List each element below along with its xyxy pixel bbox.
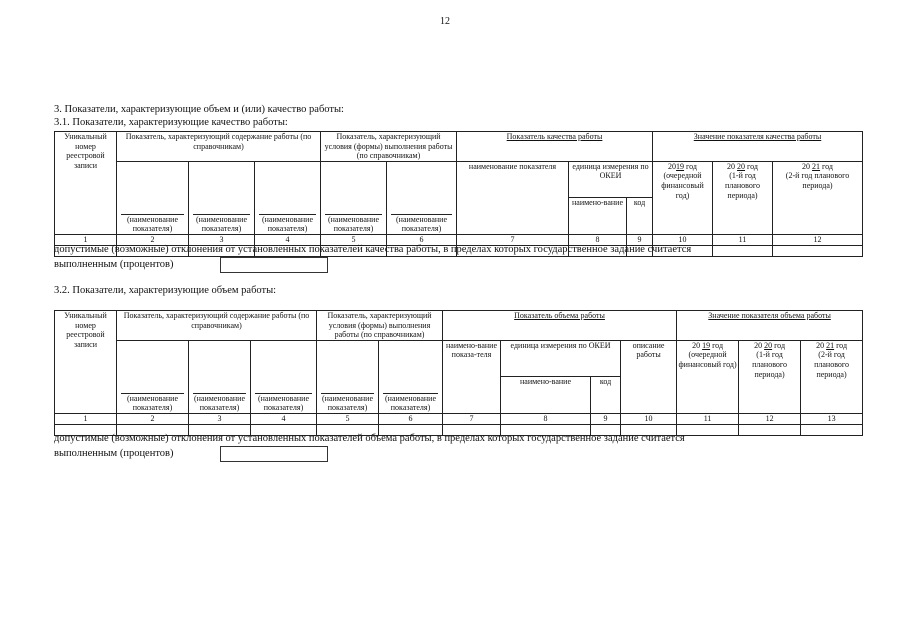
condition-name-2: (наименование показателя) bbox=[387, 161, 457, 234]
header-conditions-indicator: Показатель, характеризующий условия (формы) выполнения работы (по справочникам) bbox=[321, 132, 457, 162]
header-conditions-indicator: Показатель, характеризующий условия (формы) выполнения работы (по справочникам) bbox=[317, 311, 443, 341]
page-number: 12 bbox=[440, 16, 450, 27]
column-numbers-row: 1 2 3 4 5 6 7 8 9 10 11 12 bbox=[55, 234, 863, 245]
quality-deviation-text: допустимые (возможные) отклонения от установленных показателей качества работы, в пределах которых государственное задание считается выполненным (процентов) bbox=[54, 244, 692, 270]
volume-year-2: 20 20 год (1-й год планового периода) bbox=[739, 340, 801, 413]
header-unique-number: Уникальный номер реестровой записи bbox=[55, 132, 117, 235]
content-name-3: (наименование показателя) bbox=[251, 340, 317, 413]
header-content-indicator: Показатель, характеризующий содержание работы (по справочникам) bbox=[117, 311, 317, 341]
column-numbers-row: 1 2 3 4 5 6 7 8 9 10 11 12 13 bbox=[55, 413, 863, 424]
content-name-2: (наименование показателя) bbox=[189, 340, 251, 413]
header-quality-indicator: Показатель качества работы bbox=[457, 132, 653, 162]
header-quality-value: Значение показателя качества работы bbox=[653, 132, 863, 162]
quality-table bbox=[54, 131, 863, 257]
header-unique-number: Уникальный номер реестровой записи bbox=[55, 311, 117, 414]
condition-name-1: (наименование показателя) bbox=[321, 161, 387, 234]
quality-year-2: 20 20 год (1-й год планового периода) bbox=[713, 161, 773, 234]
section-3-title: 3. Показатели, характеризующие объем и (или) качество работы: bbox=[54, 104, 344, 115]
volume-indicator-name: наимено-вание показа-теля bbox=[443, 340, 501, 413]
content-name-1: (наименование показателя) bbox=[117, 340, 189, 413]
volume-table bbox=[54, 310, 863, 436]
header-content-indicator: Показатель, характеризующий содержание работы (по справочникам) bbox=[117, 132, 321, 162]
quality-deviation-input[interactable] bbox=[220, 257, 328, 273]
section-3-1-title: 3.1. Показатели, характеризующие качество работы: bbox=[54, 117, 288, 128]
volume-deviation-text: допустимые (возможные) отклонения от установленных показателей объема работы, в пределах которых государственное задание считается выполненным (процентов) bbox=[54, 433, 685, 459]
quality-year-3: 20 21 год (2-й год планового периода) bbox=[773, 161, 863, 234]
quality-unit-code: код bbox=[627, 198, 653, 235]
condition-name-2: (наименование показателя) bbox=[379, 340, 443, 413]
condition-name-1: (наименование показателя) bbox=[317, 340, 379, 413]
volume-unit-name: наимено-вание bbox=[501, 377, 591, 414]
content-name-3: (наименование показателя) bbox=[255, 161, 321, 234]
quality-year-1: 2019 год (очередной финансовый год) bbox=[653, 161, 713, 234]
header-volume-value: Значение показателя объема работы bbox=[677, 311, 863, 341]
volume-deviation-input[interactable] bbox=[220, 446, 328, 462]
content-name-2: (наименование показателя) bbox=[189, 161, 255, 234]
volume-year-3: 20 21 год (2-й год планового периода) bbox=[801, 340, 863, 413]
header-volume-indicator: Показатель объема работы bbox=[443, 311, 677, 341]
quality-indicator-name: наименование показателя bbox=[457, 161, 569, 234]
section-3-2-title: 3.2. Показатели, характеризующие объем работы: bbox=[54, 285, 277, 296]
volume-unit-okei: единица измерения по ОКЕИ bbox=[501, 340, 621, 377]
volume-year-1: 20 19 год (очередной финансовый год) bbox=[677, 340, 739, 413]
quality-unit-okei: единица измерения по ОКЕИ bbox=[569, 161, 653, 198]
volume-unit-code: код bbox=[591, 377, 621, 414]
content-name-1: (наименование показателя) bbox=[117, 161, 189, 234]
quality-unit-name: наимено-вание bbox=[569, 198, 627, 235]
volume-work-description: описание работы bbox=[621, 340, 677, 413]
